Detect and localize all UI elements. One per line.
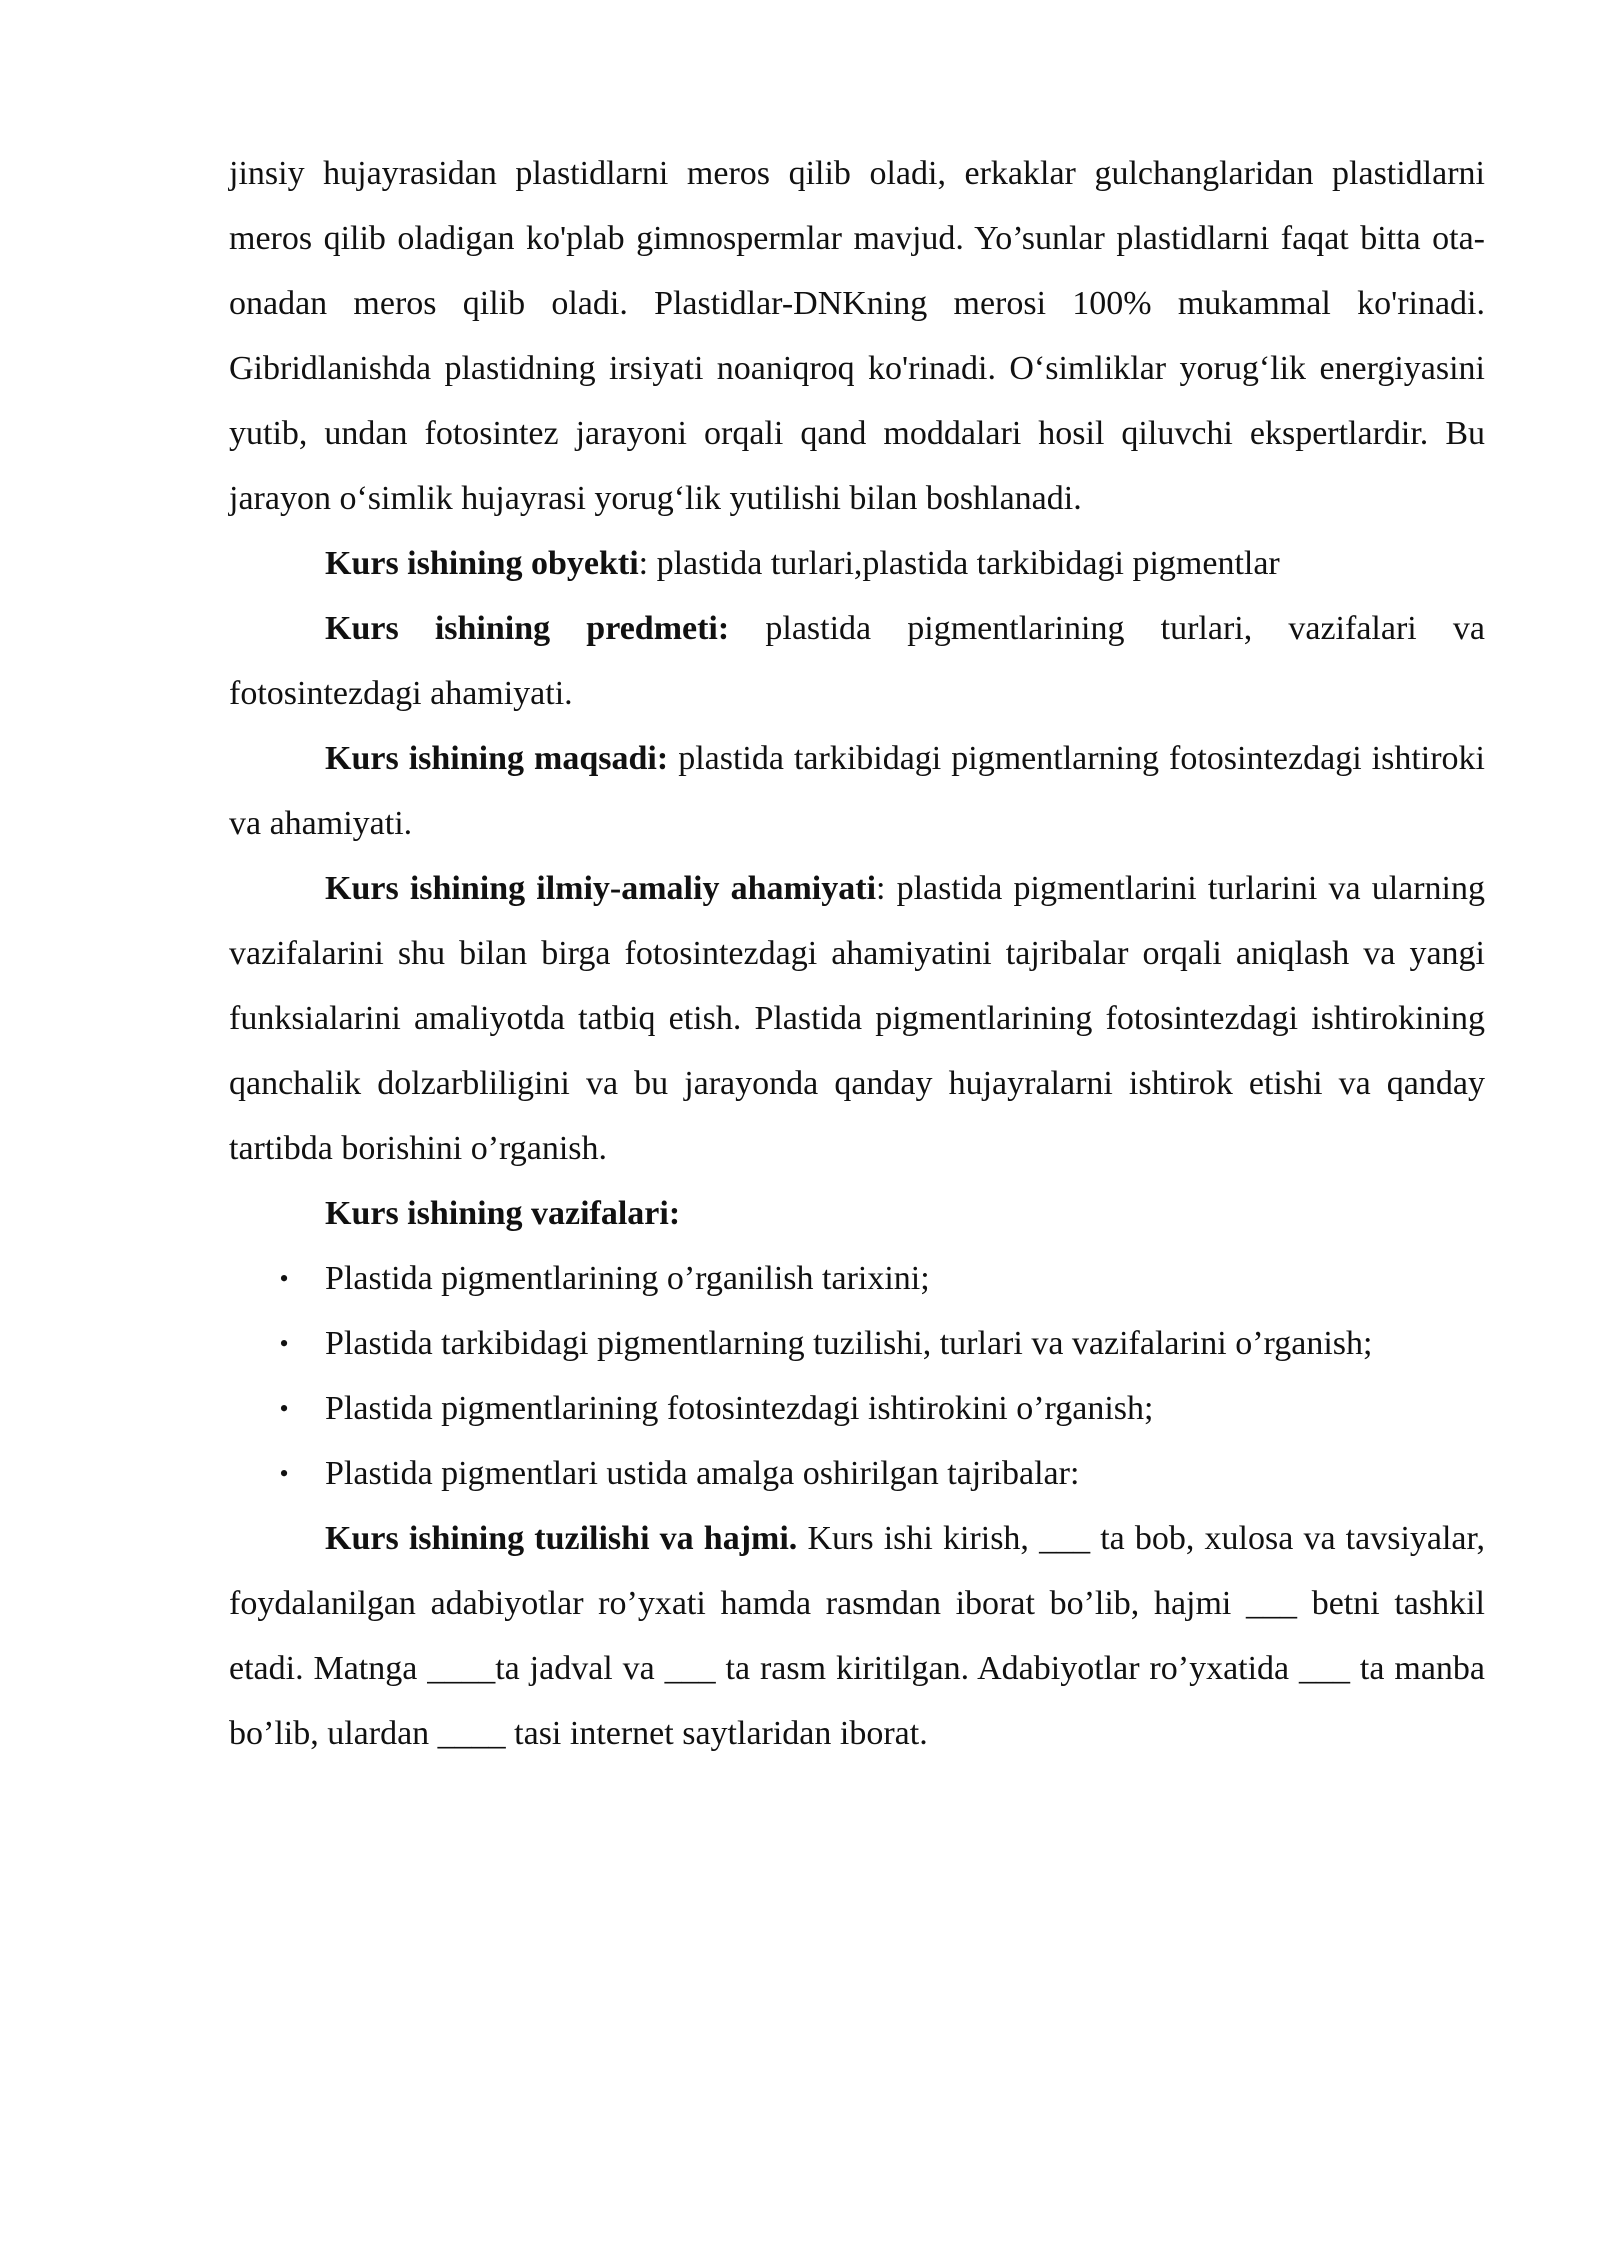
list-item: [229, 1376, 1485, 1441]
tasks-label: Kurs ishining vazifalari:: [325, 1195, 681, 1232]
structure-text: Kurs ishi kirish, ___ ta bob, xulosa va tavsiyalar, foydalanilgan adabiyotlar ro’yxati hamda rasmdan iborat bo’lib, hajmi ___ betni tashkil etadi. Matnga ____ta jadval va ___ ta rasm kiritilgan. Adabiyotlar ro’yxatida ___ ta manba bo’lib, ulardan ____ tasi internet saytlaridan iborat.: [229, 1520, 1485, 1752]
bullet-icon: •: [279, 1264, 289, 1293]
bullet-icon: •: [279, 1394, 289, 1423]
object-text: : plastida turlari,plastida tarkibidagi pigmentlar: [638, 545, 1280, 582]
bullet-icon: •: [279, 1459, 289, 1488]
structure-paragraph: [229, 1506, 1485, 1766]
intro-paragraph: jinsiy hujayrasidan plastidlarni meros qilib oladi, erkaklar gulchanglaridan plastidlarni meros qilib oladigan ko'plab gimnospermlar mavjud. Yo’sunlar plastidlarni faqat bitta ota-onadan meros qilib oladi. Plastidlar-DNKning merosi 100% mukammal ko'rinadi. Gibridlanishda plastidning irsiyati noaniqroq ko'rinadi. O‘simliklar yorug‘lik energiyasini yutib, undan fotosintez jarayoni orqali qand moddalari hosil qiluvchi ekspertlardir. Bu jarayon o‘simlik hujayrasi yorug‘lik yutilishi bilan boshlanadi.: [229, 155, 1485, 517]
bullet-icon: •: [279, 1329, 289, 1358]
subject-text: plastida pigmentlarining turlari, vazifalari va fotosintezdagi ahamiyati.: [229, 610, 1485, 712]
page-body: [229, 141, 1485, 1766]
goal-label: Kurs ishining maqsadi:: [325, 740, 669, 777]
goal-paragraph: [229, 726, 1485, 856]
structure-label: Kurs ishining tuzilishi va hajmi.: [325, 1520, 798, 1557]
tasks-heading: [229, 1181, 1485, 1246]
subject-paragraph: [229, 596, 1485, 726]
significance-label: Kurs ishining ilmiy-amaliy ahamiyati: [325, 870, 877, 907]
object-paragraph: [229, 531, 1485, 596]
list-item-text: Plastida pigmentlarining o’rganilish tarixini;: [325, 1260, 930, 1297]
significance-paragraph: [229, 856, 1485, 1181]
list-item-text: Plastida pigmentlari ustida amalga oshirilgan tajribalar:: [325, 1455, 1080, 1492]
list-item-text: Plastida pigmentlarining fotosintezdagi ishtirokini o’rganish;: [325, 1390, 1154, 1427]
list-item: [229, 1311, 1485, 1376]
goal-text: plastida tarkibidagi pigmentlarning fotosintezdagi ishtiroki va ahamiyati.: [229, 740, 1485, 842]
list-item: [229, 1246, 1485, 1311]
object-label: Kurs ishining obyekti: [325, 545, 639, 582]
subject-label: Kurs ishining predmeti:: [325, 610, 730, 647]
tasks-list: [229, 1246, 1485, 1506]
significance-text: : plastida pigmentlarini turlarini va ularning vazifalarini shu bilan birga fotosintezdagi ahamiyatini tajribalar orqali aniqlash va yangi funksialarini amaliyotda tatbiq etish. Plastida pigmentlarining fotosintezdagi ishtirokining qanchalik dolzarbliligini va bu jarayonda qanday hujayralarni ishtirok etishi va qanday tartibda borishini o’rganish.: [229, 870, 1486, 1167]
list-item: [229, 1441, 1485, 1506]
list-item-text: Plastida tarkibidagi pigmentlarning tuzilishi, turlari va vazifalarini o’rganish;: [325, 1325, 1373, 1362]
